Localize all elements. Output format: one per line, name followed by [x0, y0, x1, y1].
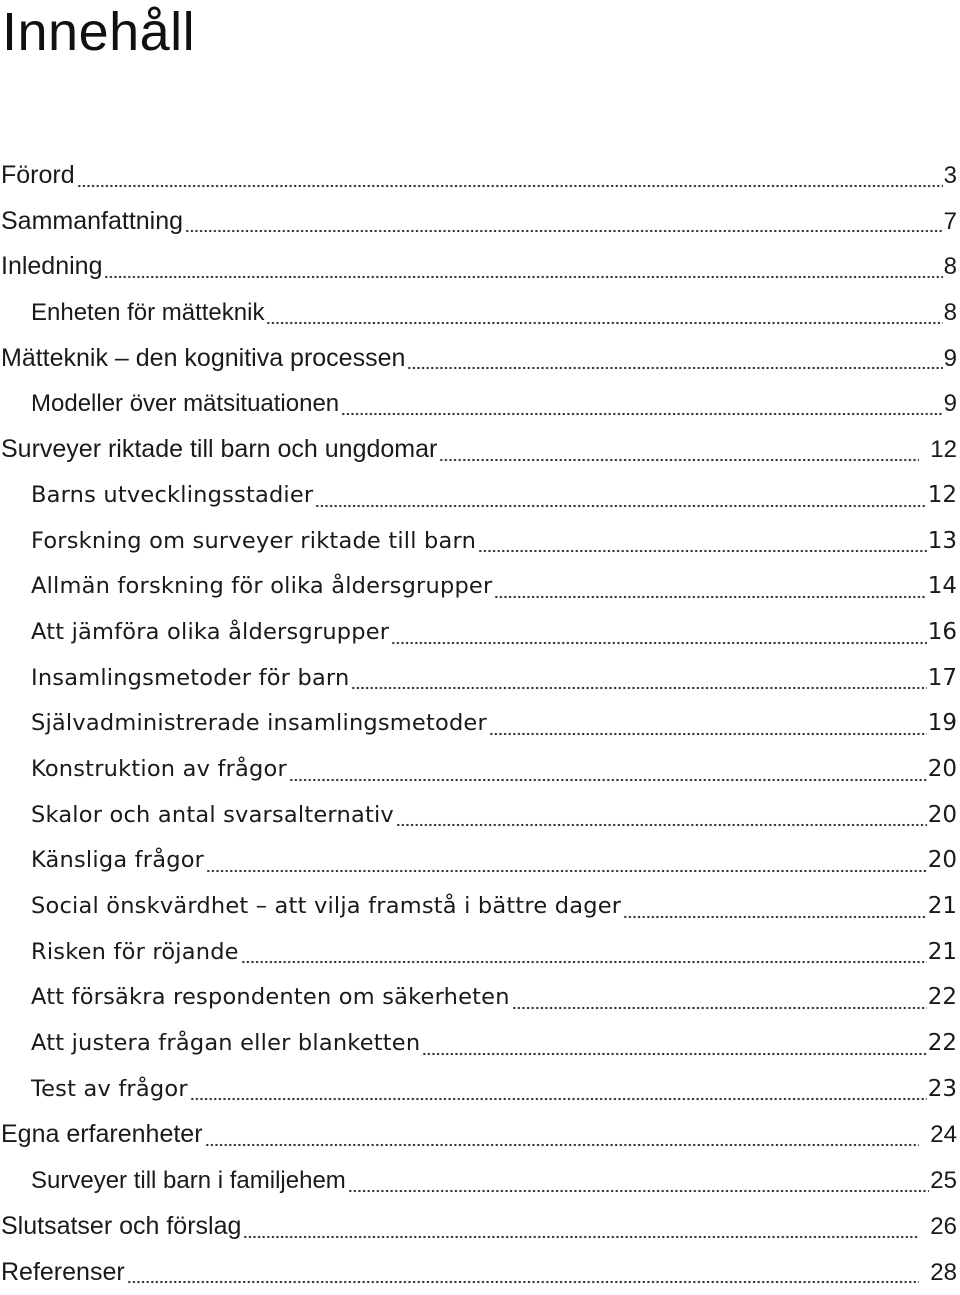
toc-dot-leader: [439, 442, 919, 462]
toc-page-number: 28: [920, 1250, 960, 1295]
toc-dot-leader: [289, 762, 927, 782]
toc-entry-title[interactable]: Slutsatser och förslag: [1, 1204, 241, 1250]
toc-page-number: 8: [944, 244, 960, 290]
toc-entry-title[interactable]: Mätteknik – den kognitiva processen: [1, 336, 405, 382]
toc-entry-sammanfattning[interactable]: [0, 199, 960, 245]
toc-entry-familjehem[interactable]: [0, 1158, 960, 1204]
toc-page-number: 20: [928, 793, 960, 839]
toc-entry-title[interactable]: Referenser: [1, 1250, 125, 1295]
toc-page-number: 13: [928, 519, 960, 565]
toc-entry-skalor[interactable]: [0, 793, 960, 839]
toc-entry-title[interactable]: Test av frågor: [31, 1067, 188, 1113]
toc-page-number: 16: [928, 610, 960, 656]
toc-dot-leader: [185, 213, 943, 233]
toc-entry-kansliga-fragor[interactable]: [0, 838, 960, 884]
toc-entry-title[interactable]: Att justera frågan eller blanketten: [31, 1021, 420, 1067]
toc-entry-surveyer[interactable]: [0, 427, 960, 473]
toc-entry-title[interactable]: Enheten för mätteknik: [31, 290, 264, 336]
toc-entry-insamlingsmetoder[interactable]: [0, 656, 960, 702]
toc-page-number: 8: [944, 290, 960, 336]
toc-entry-title[interactable]: Insamlingsmetoder för barn: [31, 656, 349, 702]
toc-entry-title[interactable]: Självadministrerade insamlingsmetoder: [31, 701, 487, 747]
toc-page-number: 25: [930, 1158, 960, 1204]
toc-entry-test-av-fragor[interactable]: [0, 1067, 960, 1113]
toc-dot-leader: [241, 944, 927, 964]
toc-entry-forord[interactable]: [0, 153, 960, 199]
toc-dot-leader: [489, 716, 927, 736]
toc-dot-leader: [478, 533, 927, 553]
toc-page-number: 22: [928, 1021, 960, 1067]
toc-entry-title[interactable]: Att försäkra respondenten om säkerheten: [31, 975, 510, 1021]
toc-entry-jamfora[interactable]: [0, 610, 960, 656]
toc-page-number: 3: [944, 153, 960, 199]
toc-page-number: 24: [920, 1112, 960, 1158]
toc-entry-inledning[interactable]: [0, 244, 960, 290]
toc-dot-leader: [348, 1173, 930, 1193]
toc-dot-leader: [351, 670, 926, 690]
toc-dot-leader: [266, 305, 942, 325]
toc-dot-leader: [396, 807, 927, 827]
toc-page-number: 14: [928, 564, 960, 610]
toc-dot-leader: [127, 1264, 920, 1284]
toc-entry-forskning[interactable]: [0, 519, 960, 565]
toc-dot-leader: [341, 396, 942, 416]
toc-entry-title[interactable]: Att jämföra olika åldersgrupper: [31, 610, 389, 656]
toc-dot-leader: [205, 1127, 920, 1147]
toc-dot-leader: [494, 579, 926, 599]
toc-entry-title[interactable]: Surveyer till barn i familjehem: [31, 1158, 346, 1204]
toc-entry-social-onskvardhet[interactable]: [0, 884, 960, 930]
toc-page-number: 12: [928, 473, 960, 519]
toc-dot-leader: [190, 1081, 927, 1101]
toc-entry-title[interactable]: Social önskvärdhet – att vilja framstå i bättre dager: [31, 884, 621, 930]
toc-page-number: 17: [928, 656, 960, 702]
toc-page-number: 9: [944, 381, 960, 427]
toc-entry-modeller[interactable]: [0, 381, 960, 427]
toc-entry-title[interactable]: Skalor och antal svarsalternativ: [31, 793, 394, 839]
toc-entry-title[interactable]: Modeller över mätsituationen: [31, 381, 339, 427]
toc-page-number: 9: [944, 336, 960, 382]
toc-entry-justera[interactable]: [0, 1021, 960, 1067]
toc-dot-leader: [104, 259, 942, 279]
toc-dot-leader: [512, 990, 927, 1010]
toc-entry-title[interactable]: Förord: [1, 153, 75, 199]
toc-page-number: 21: [928, 884, 960, 930]
toc-entry-sjalvadministrerade[interactable]: [0, 701, 960, 747]
toc-entry-title[interactable]: Inledning: [1, 244, 102, 290]
page-title: Innehåll: [2, 0, 195, 64]
toc-entry-title[interactable]: Forskning om surveyer riktade till barn: [31, 519, 476, 565]
toc-entry-konstruktion[interactable]: [0, 747, 960, 793]
toc-page-number: 19: [928, 701, 960, 747]
toc-dot-leader: [315, 488, 926, 508]
toc-page-number: 22: [928, 975, 960, 1021]
toc-dot-leader: [206, 853, 927, 873]
toc-page-number: 26: [920, 1204, 960, 1250]
toc-entry-title[interactable]: Egna erfarenheter: [1, 1112, 203, 1158]
toc-entry-slutsatser[interactable]: [0, 1204, 960, 1250]
toc-entry-title[interactable]: Risken för röjande: [31, 930, 239, 976]
toc-entry-egna-erfarenheter[interactable]: [0, 1112, 960, 1158]
toc-entry-title[interactable]: Allmän forskning för olika åldersgrupper: [31, 564, 492, 610]
toc-page-number: 20: [928, 838, 960, 884]
toc-page-number: 23: [928, 1067, 960, 1113]
toc-entry-title[interactable]: Sammanfattning: [1, 199, 183, 245]
toc-entry-forsakra[interactable]: [0, 975, 960, 1021]
table-of-contents: [0, 153, 960, 1295]
toc-page-number: 21: [928, 930, 960, 976]
toc-dot-leader: [422, 1036, 926, 1056]
toc-entry-risken[interactable]: [0, 930, 960, 976]
toc-entry-enheten[interactable]: [0, 290, 960, 336]
toc-dot-leader: [407, 350, 942, 370]
toc-page-number: 12: [920, 427, 960, 473]
toc-page-number: 20: [928, 747, 960, 793]
toc-entry-allman-forskning[interactable]: [0, 564, 960, 610]
toc-entry-title[interactable]: Surveyer riktade till barn och ungdomar: [1, 427, 437, 473]
toc-dot-leader: [623, 899, 926, 919]
toc-entry-title[interactable]: Barns utvecklingsstadier: [31, 473, 313, 519]
toc-entry-matteknik[interactable]: [0, 336, 960, 382]
toc-dot-leader: [391, 625, 926, 645]
toc-entry-barns-utveckling[interactable]: [0, 473, 960, 519]
toc-entry-referenser[interactable]: [0, 1250, 960, 1295]
toc-entry-title[interactable]: Konstruktion av frågor: [31, 747, 287, 793]
toc-entry-title[interactable]: Känsliga frågor: [31, 838, 204, 884]
toc-dot-leader: [77, 168, 943, 188]
toc-dot-leader: [243, 1219, 919, 1239]
toc-page-number: 7: [944, 199, 960, 245]
